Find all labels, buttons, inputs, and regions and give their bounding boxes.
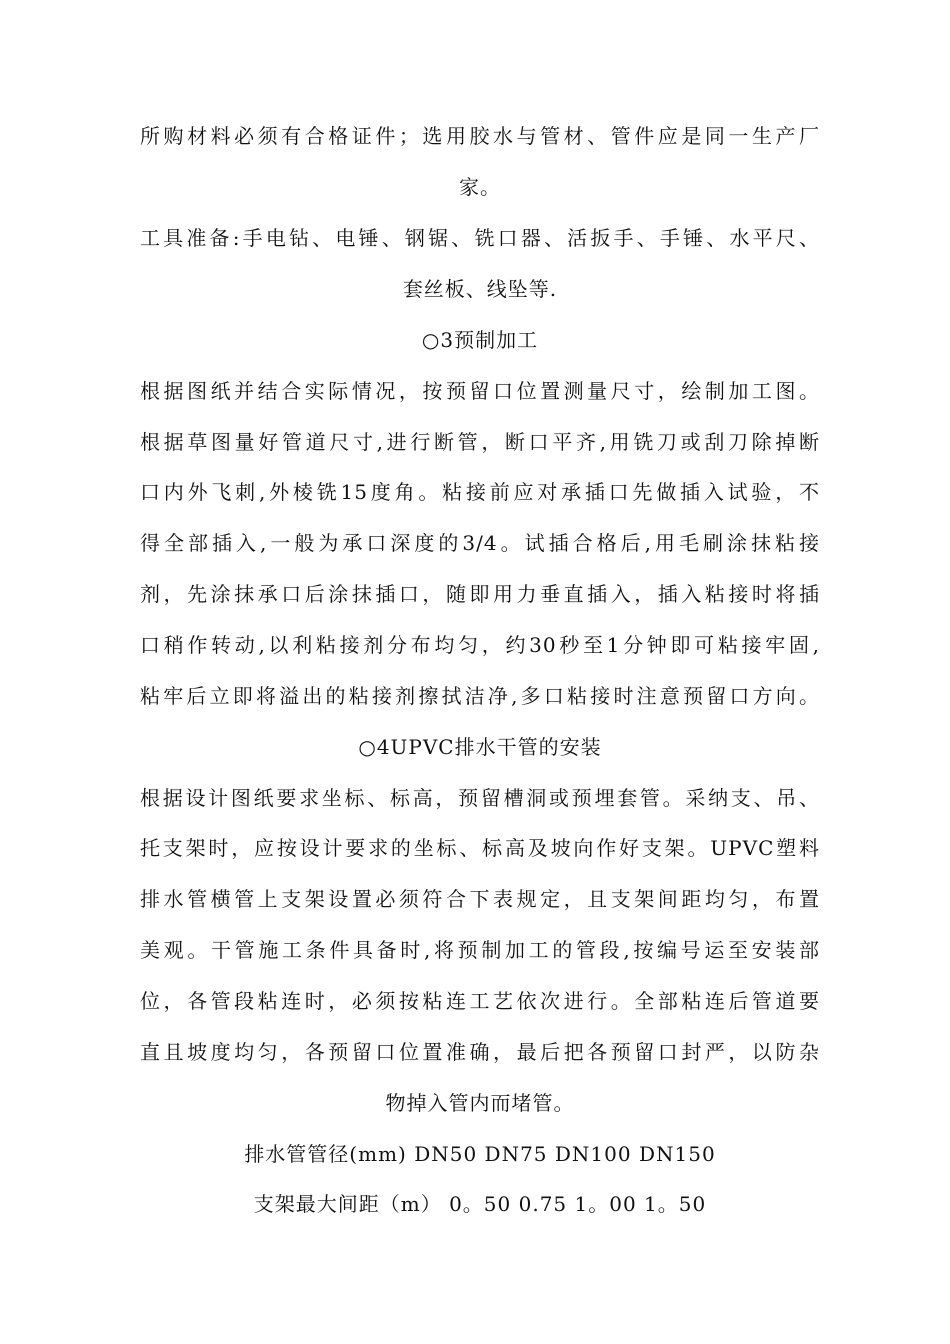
paragraph-line: 套丝板、线坠等. — [402, 277, 558, 301]
paragraph-line: 家。 — [459, 175, 501, 199]
section-heading: ○4UPVC排水干管的安装 — [358, 735, 602, 759]
paragraph-line: 工具准备:手电钻、电锤、钢锯、铣口器、活扳手、手锤、水平尺、 — [140, 226, 820, 250]
paragraph-line: 所购材料必须有合格证件；选用胶水与管材、管件应是同一生产厂 — [140, 124, 820, 148]
paragraph-line: 根据草图量好管道尺寸,进行断管，断口平齐,用铣刀或刮刀除掉断 — [140, 430, 820, 454]
section-heading: ○3预制加工 — [421, 328, 539, 352]
paragraph-line: 得全部插入,一般为承口深度的3/4。试插合格后,用毛刷涂抹粘接 — [140, 531, 820, 555]
paragraph-line: 口稍作转动,以利粘接剂分布均匀，约30秒至1分钟即可粘接牢固, — [140, 633, 820, 657]
paragraph-line: 剂，先涂抹承口后涂抹插口，随即用力垂直插入，插入粘接时将插 — [140, 582, 820, 606]
paragraph-line: 托支架时，应按设计要求的坐标、标高及坡向作好支架。UPVC塑料 — [140, 836, 820, 860]
paragraph-line: 粘牢后立即将溢出的粘接剂擦拭洁净,多口粘接时注意预留口方向。 — [140, 684, 820, 708]
paragraph-line: 美观。干管施工条件具备时,将预制加工的管段,按编号运至安装部 — [140, 938, 820, 962]
paragraph-line: 口内外飞刺,外棱铣15度角。粘接前应对承插口先做插入试验，不 — [140, 480, 820, 504]
paragraph-line: 根据设计图纸要求坐标、标高，预留槽洞或预埋套管。采纳支、吊、 — [140, 786, 820, 810]
table-row-pipe-diameter: 排水管管径(mm) DN50 DN75 DN100 DN150 — [244, 1142, 716, 1166]
table-row-max-spacing: 支架最大间距（m） 0。50 0.75 1。00 1。50 — [253, 1192, 707, 1216]
paragraph-line: 位，各管段粘连时，必须按粘连工艺依次进行。全部粘连后管道要 — [140, 989, 820, 1013]
paragraph-line: 直且坡度均匀，各预留口位置准确，最后把各预留口封严，以防杂 — [140, 1040, 820, 1064]
paragraph-line: 物掉入管内而堵管。 — [385, 1091, 575, 1115]
paragraph-line: 根据图纸并结合实际情况，按预留口位置测量尺寸，绘制加工图。 — [140, 379, 820, 403]
paragraph-line: 排水管横管上支架设置必须符合下表规定，且支架间距均匀，布置 — [140, 887, 820, 911]
